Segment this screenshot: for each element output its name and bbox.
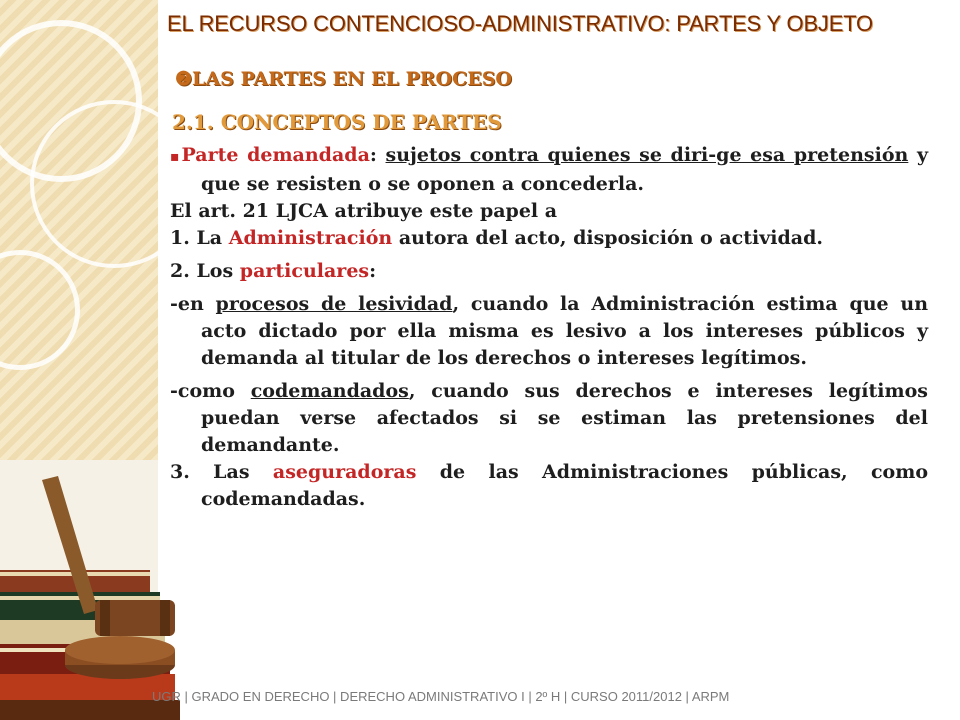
list-item-administracion [170, 225, 928, 252]
decorative-sidebar [0, 0, 158, 460]
term-administracion: Administración [228, 227, 393, 249]
list-item-particulares [170, 258, 928, 285]
paragraph-parte-demandada [170, 142, 928, 198]
list-number: 3. Las [170, 461, 273, 483]
item-text: , cuando sus derechos e intereses legítimos puedan verse afectados si se estiman las pretensiones del demandante. [201, 380, 928, 456]
decorative-ring [0, 250, 80, 370]
list-number: 1. La [170, 227, 229, 249]
term-parte-demandada: Parte demandada [181, 144, 370, 166]
number-bullet-icon: ❷ [175, 68, 193, 90]
item-text: autora del acto, disposición o actividad. [392, 227, 823, 249]
slide-body [170, 142, 928, 513]
paragraph-lesividad [170, 291, 928, 372]
item-text: : [369, 260, 377, 282]
square-bullet-icon: ▪ [170, 149, 182, 165]
slide-title: EL RECURSO CONTENCIOSO-ADMINISTRATIVO: PARTES Y OBJETO [167, 11, 873, 36]
subsection-heading: 2.1. CONCEPTOS DE PARTES [172, 110, 502, 134]
term-particulares: particulares [239, 260, 370, 282]
dash-prefix: -como [170, 380, 251, 402]
item-text: , cuando la Administración estima que un acto dictado por ella misma es lesivo a los intereses públicos y demanda al titular de los derechos o intereses legítimos. [201, 293, 929, 369]
paragraph-codemandados [170, 378, 928, 459]
colon-text: : [369, 144, 386, 166]
section-heading-text: LAS PARTES EN EL PROCESO [192, 68, 512, 90]
underlined-procesos-lesividad: procesos de lesividad [215, 293, 453, 315]
section-heading [175, 68, 512, 90]
dash-prefix: -en [170, 293, 216, 315]
definition-rest: y que se resisten o se oponen a concederla. [201, 144, 928, 195]
slide-footer: UGR | GRADO EN DERECHO | DERECHO ADMINISTRATIVO I | 2º H | CURSO 2011/2012 | ARPM [152, 689, 730, 704]
underlined-definition: sujetos contra quienes se diri-ge esa pretensión [385, 144, 909, 166]
list-number: 2. Los [170, 260, 240, 282]
list-item-aseguradoras [170, 459, 928, 513]
underlined-codemandados: codemandados [250, 380, 409, 402]
term-aseguradoras: aseguradoras [272, 461, 417, 483]
paragraph-art-21: El art. 21 LJCA atribuye este papel a [170, 200, 558, 222]
item-text: de las Administraciones públicas, como codemandadas. [201, 461, 929, 510]
